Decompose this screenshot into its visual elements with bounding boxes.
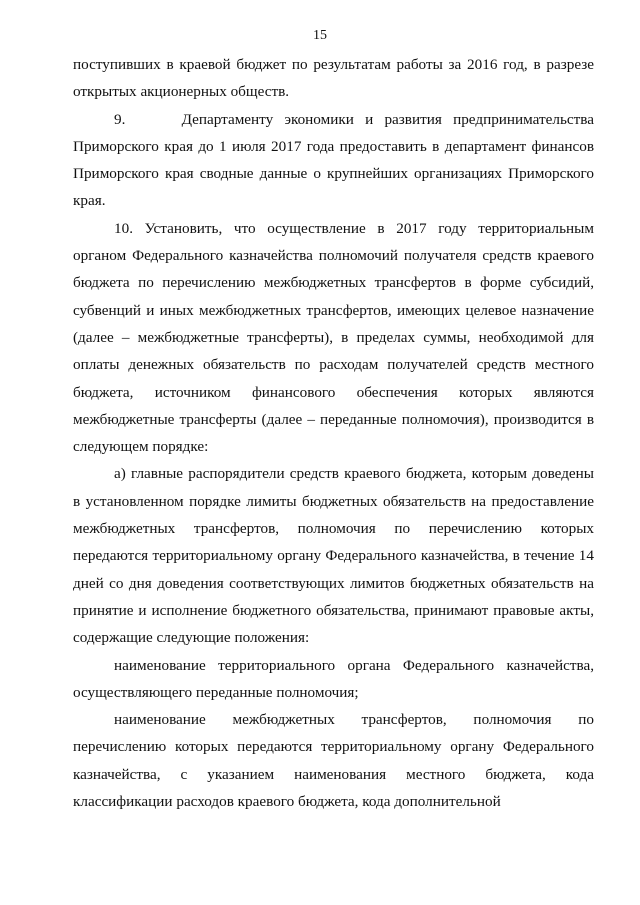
paragraph-continuation: поступивших в краевой бюджет по результатам работы за 2016 год, в разрезе открытых акционерных обществ. bbox=[73, 56, 594, 101]
paragraph-provision-2: наименование межбюджетных трансфертов, полномочия по перечислению которых передаются территориальному органу Федерального казначейства, с указанием наименования местного бюджета, кода классификации расходов краевого бюджета, кода дополнительной bbox=[73, 711, 594, 811]
paragraph-provision-1: наименование территориального органа Федерального казначейства, осуществляющего переданные полномочия; bbox=[73, 656, 594, 701]
paragraph-item-10: 10. Установить, что осуществление в 2017 году территориальным органом Федерального казначейства полномочий получателя средств краевого бюджета по перечислению межбюджетных трансфертов в форме субсидий, субвенций и иных межбюджетных трансфертов, имеющих целевое назначение (далее – межбюджетные трансферты), в пределах суммы, необходимой для оплаты денежных обязательств по расходам получателей средств местного бюджета, источником финансового обеспечения которых являются межбюджетные трансферты (далее – переданные полномочия), производится в следующем порядке: bbox=[73, 219, 594, 456]
paragraph-subitem-a: а) главные распорядители средств краевого бюджета, которым доведены в установленном порядке лимиты бюджетных обязательств на предоставление межбюджетных трансфертов, полномочия по перечислению которых передаются территориальному органу Федерального казначейства, в течение 14 дней со дня доведения соответствующих лимитов бюджетных обязательств на принятие и исполнение бюджетного обязательства, принимают правовые акты, содержащие следующие положения: bbox=[73, 465, 594, 647]
document-body bbox=[73, 51, 594, 815]
page-number: 15 bbox=[313, 28, 327, 43]
paragraph-item-9: 9. Департаменту экономики и развития предпринимательства Приморского края до 1 июля 2017 года предоставить в департамент финансов Приморского края сводные данные о крупнейших организациях Приморского края. bbox=[73, 110, 594, 210]
